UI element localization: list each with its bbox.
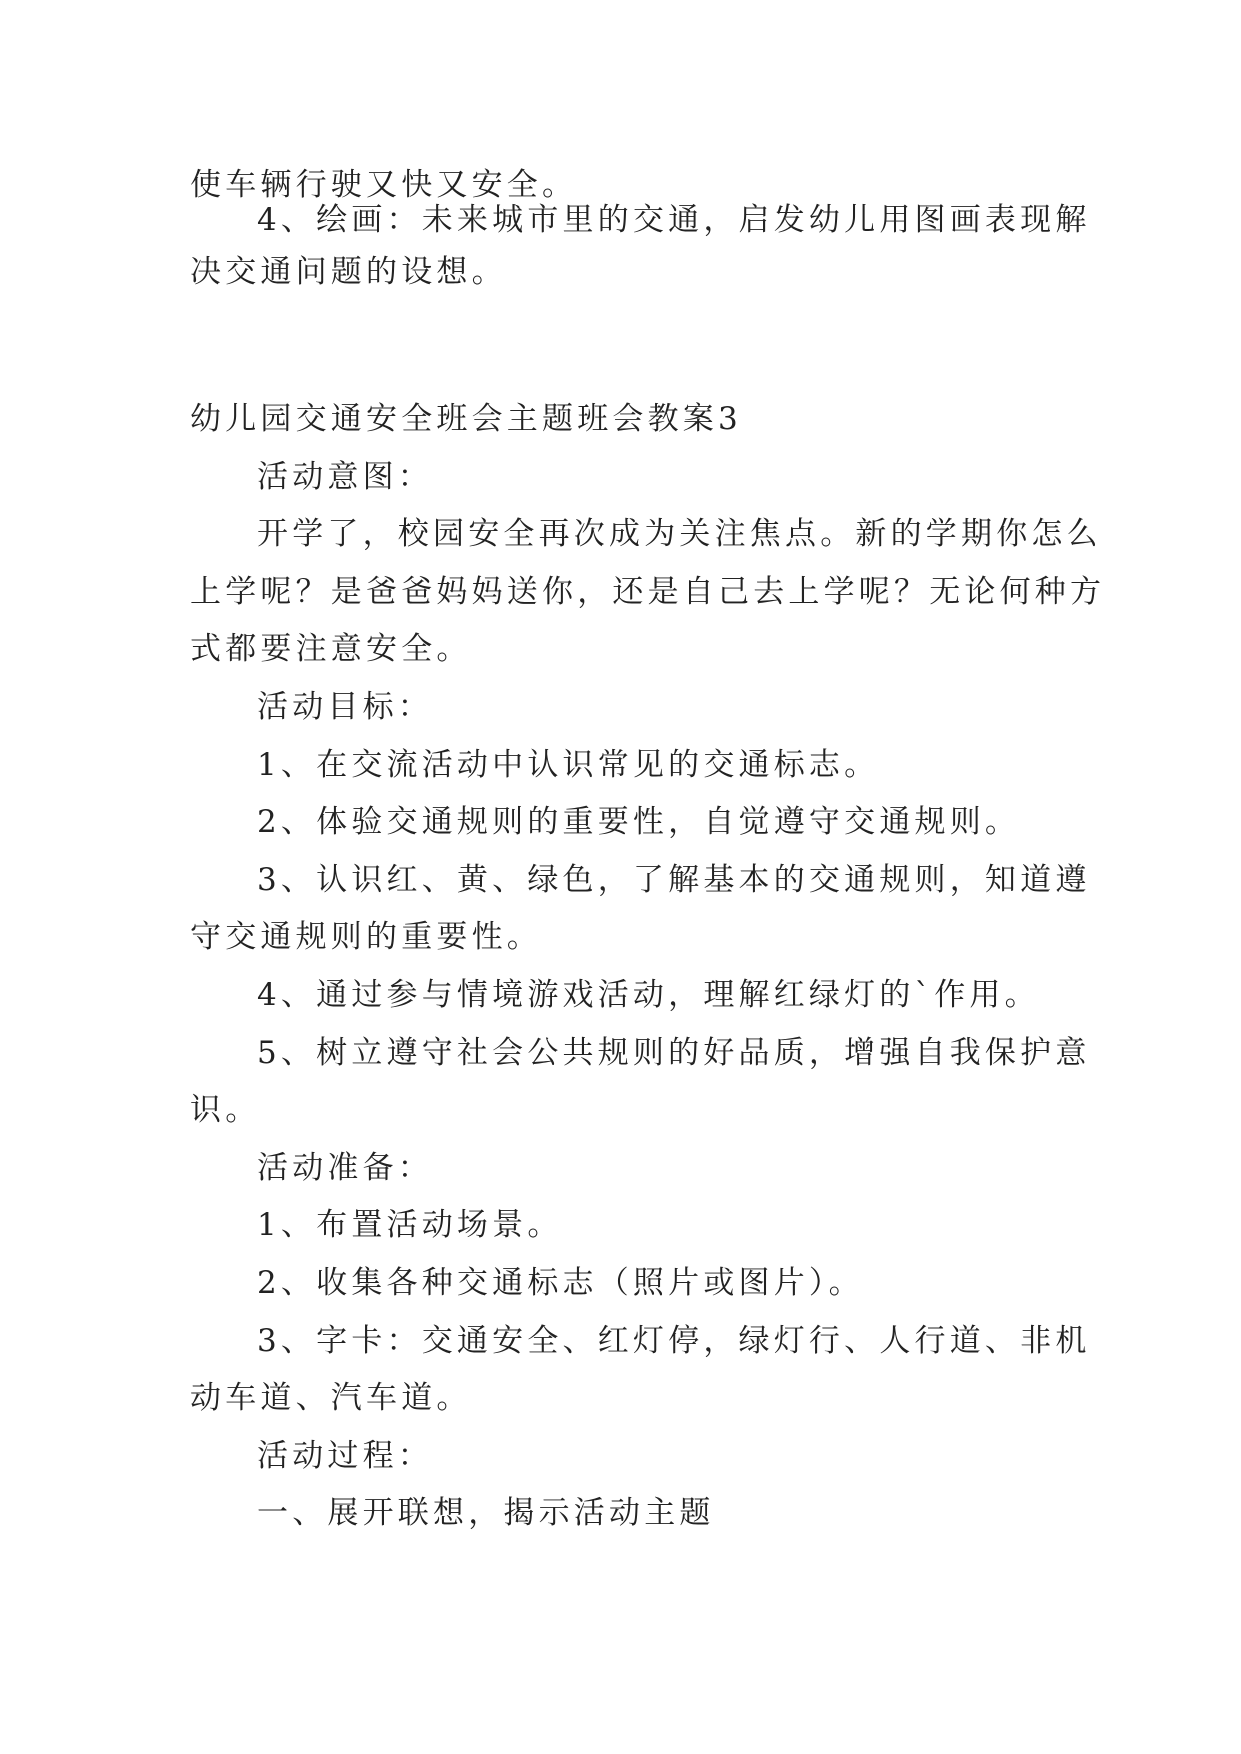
- text-line: 活动准备：: [257, 1150, 433, 1186]
- text-line: 动车道、汽车道。: [190, 1380, 472, 1416]
- text-line: 活动过程：: [257, 1438, 433, 1474]
- text-line: 开学了，校园安全再次成为关注焦点。新的学期你怎么: [257, 516, 1102, 552]
- section-heading: 幼儿园交通安全班会主题班会教案3: [190, 401, 742, 437]
- text-line: 3、字卡：交通安全、红灯停，绿灯行、人行道、非机: [257, 1323, 1091, 1359]
- text-line: 活动目标：: [257, 689, 433, 725]
- text-line: 式都要注意安全。: [190, 631, 472, 667]
- text-line: 2、体验交通规则的重要性，自觉遵守交通规则。: [257, 804, 1021, 840]
- text-line: 2、收集各种交通标志（照片或图片）。: [257, 1265, 864, 1301]
- text-line: 一、展开联想，揭示活动主题: [257, 1495, 715, 1531]
- text-line: 使车辆行驶又快又安全。: [190, 167, 578, 203]
- text-line: 守交通规则的重要性。: [190, 919, 542, 955]
- text-line: 4、绘画：未来城市里的交通，启发幼儿用图画表现解: [257, 202, 1091, 238]
- text-line: 1、布置活动场景。: [257, 1207, 563, 1243]
- text-line: 5、树立遵守社会公共规则的好品质，增强自我保护意: [257, 1035, 1091, 1071]
- text-line: 上学呢？是爸爸妈妈送你，还是自己去上学呢？无论何种方: [190, 574, 1106, 610]
- text-line: 识。: [190, 1092, 261, 1128]
- text-line: 3、认识红、黄、绿色，了解基本的交通规则，知道遵: [257, 862, 1091, 898]
- text-line: 活动意图：: [257, 459, 433, 495]
- text-line: 4、通过参与情境游戏活动，理解红绿灯的`作用。: [257, 977, 1040, 1013]
- text-line: 决交通问题的设想。: [190, 254, 507, 290]
- text-line: 1、在交流活动中认识常见的交通标志。: [257, 747, 880, 783]
